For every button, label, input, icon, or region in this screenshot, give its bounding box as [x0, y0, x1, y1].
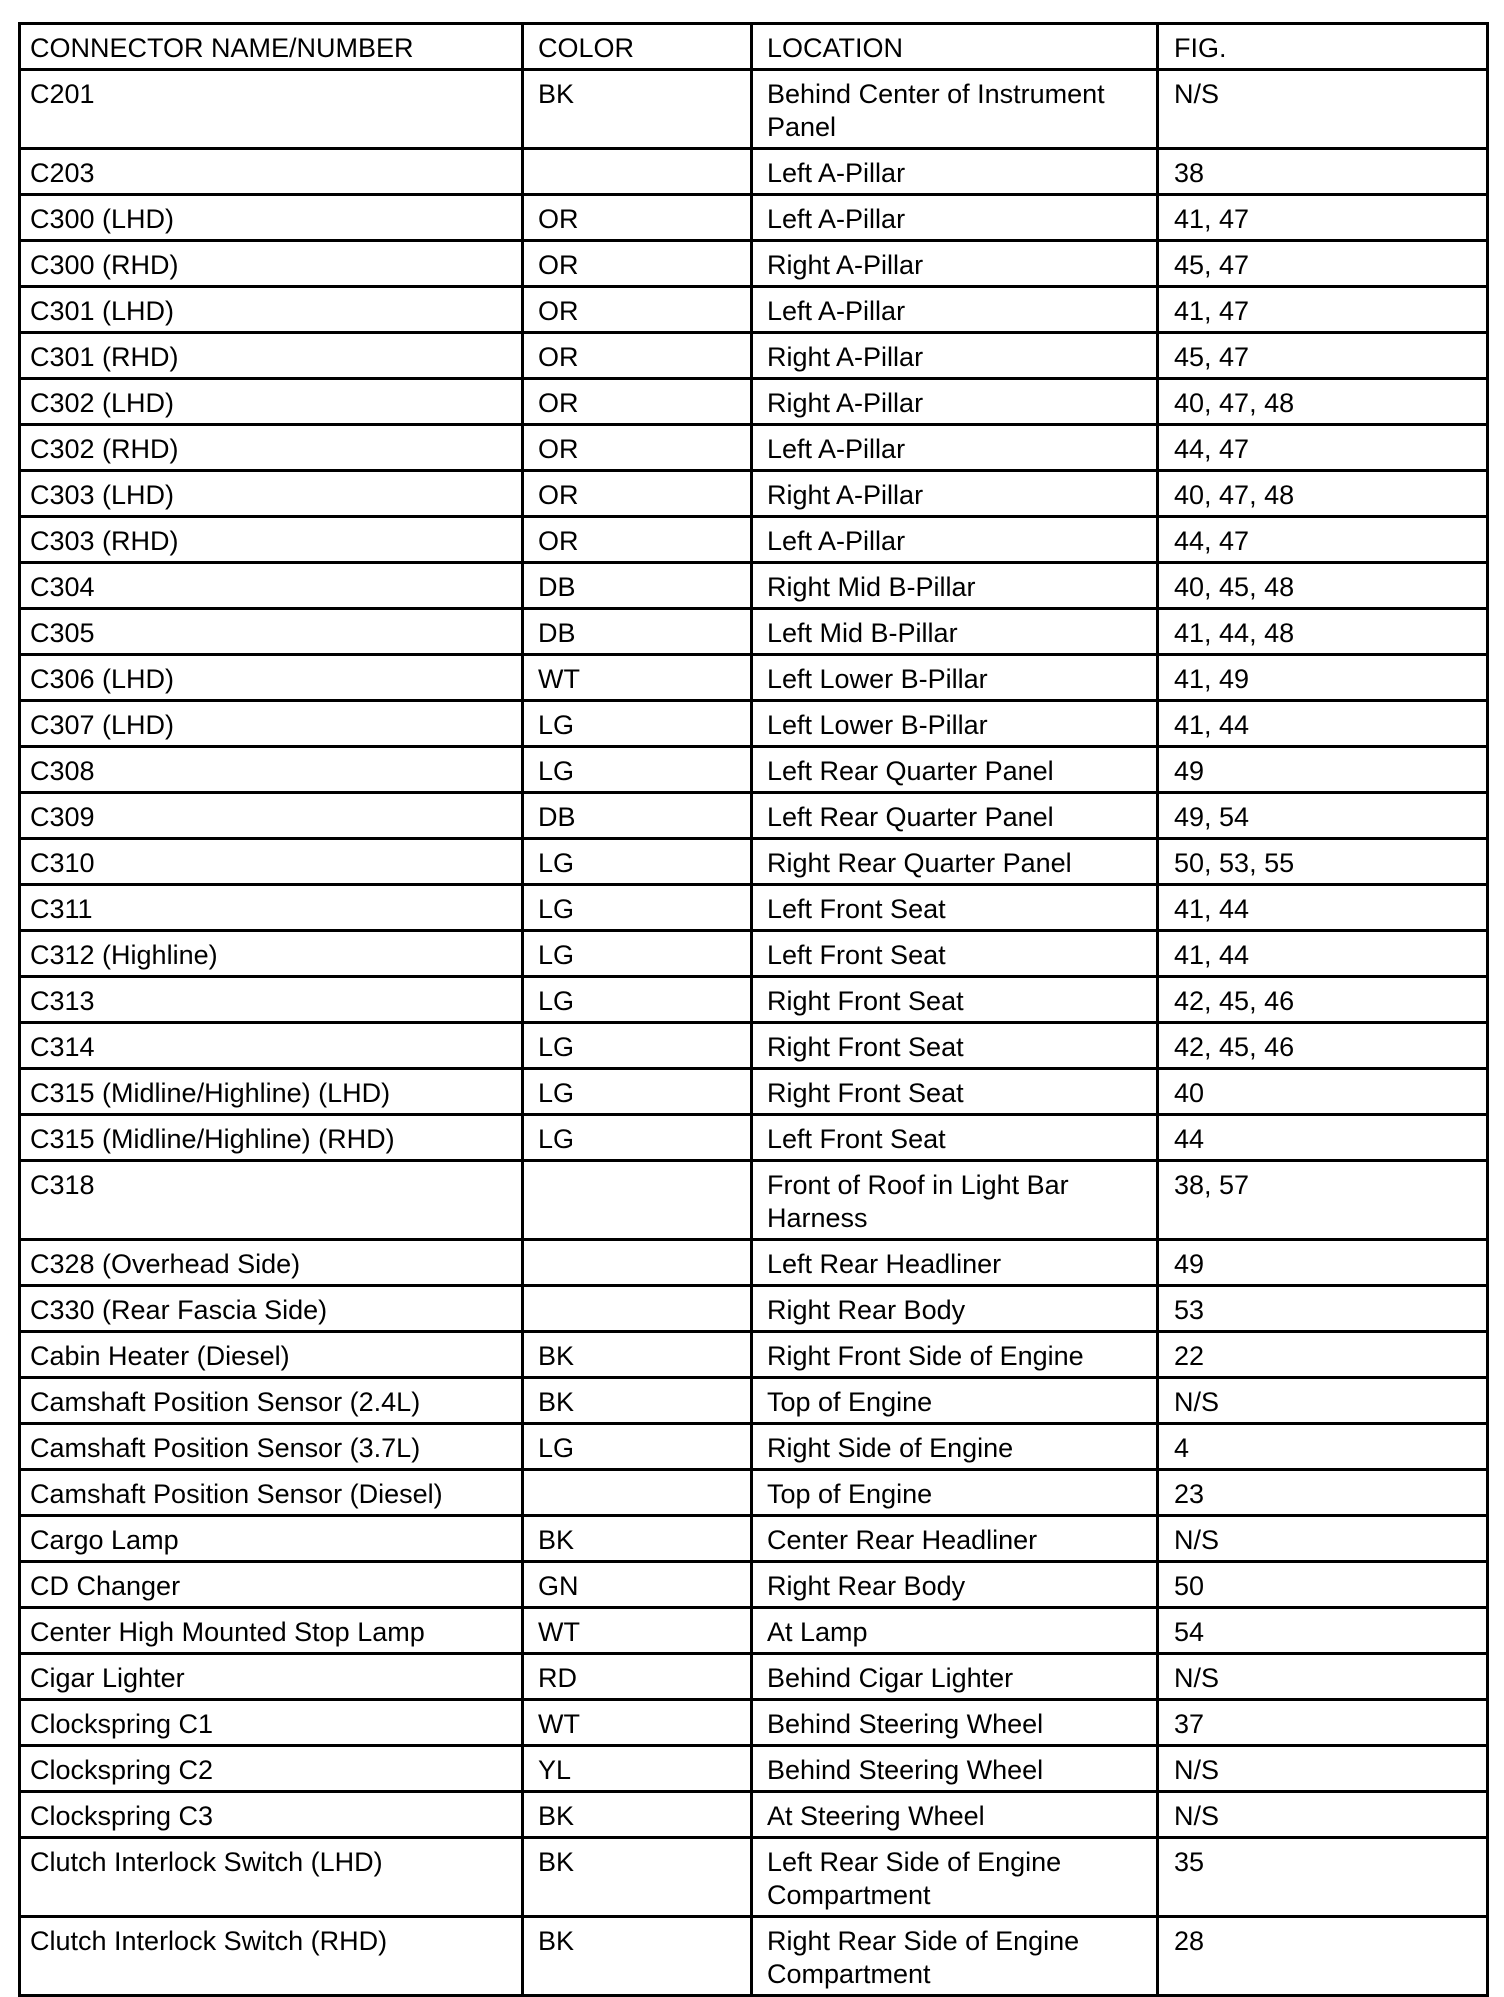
color-cell: LG	[523, 1023, 752, 1069]
color-cell	[523, 1286, 752, 1332]
fig-cell: 50	[1158, 1562, 1488, 1608]
table-row	[20, 70, 1488, 149]
location-cell: Behind Center of Instrument Panel	[752, 70, 1158, 149]
connector-cell: Cabin Heater (Diesel)	[20, 1332, 523, 1378]
color-cell: OR	[523, 287, 752, 333]
connector-cell: C306 (LHD)	[20, 655, 523, 701]
color-cell: OR	[523, 471, 752, 517]
connector-cell: Clutch Interlock Switch (RHD)	[20, 1917, 523, 1996]
fig-cell: 40, 45, 48	[1158, 563, 1488, 609]
location-cell: Right A-Pillar	[752, 379, 1158, 425]
color-cell: LG	[523, 701, 752, 747]
fig-cell: 40, 47, 48	[1158, 471, 1488, 517]
table-row	[20, 747, 1488, 793]
connector-cell: C300 (LHD)	[20, 195, 523, 241]
connector-cell: C302 (LHD)	[20, 379, 523, 425]
table-row	[20, 1161, 1488, 1240]
color-cell: OR	[523, 195, 752, 241]
header-row	[20, 24, 1488, 70]
fig-cell: 23	[1158, 1470, 1488, 1516]
fig-cell: N/S	[1158, 1378, 1488, 1424]
location-cell: Left Rear Headliner	[752, 1240, 1158, 1286]
color-cell: LG	[523, 977, 752, 1023]
fig-cell: 44, 47	[1158, 425, 1488, 471]
fig-cell: 41, 47	[1158, 287, 1488, 333]
location-cell: At Lamp	[752, 1608, 1158, 1654]
connector-cell: C330 (Rear Fascia Side)	[20, 1286, 523, 1332]
connector-cell: C312 (Highline)	[20, 931, 523, 977]
fig-cell: 49	[1158, 1240, 1488, 1286]
connector-cell: Clutch Interlock Switch (LHD)	[20, 1838, 523, 1917]
connector-cell: C301 (LHD)	[20, 287, 523, 333]
connector-cell: C311	[20, 885, 523, 931]
table-row	[20, 241, 1488, 287]
connector-cell: C318	[20, 1161, 523, 1240]
fig-cell: 40, 47, 48	[1158, 379, 1488, 425]
location-cell: Left Rear Side of Engine Compartment	[752, 1838, 1158, 1917]
connector-cell: C315 (Midline/Highline) (RHD)	[20, 1115, 523, 1161]
table-row	[20, 425, 1488, 471]
color-cell	[523, 1240, 752, 1286]
connector-cell: C203	[20, 149, 523, 195]
location-cell: Left Front Seat	[752, 931, 1158, 977]
table-row	[20, 793, 1488, 839]
location-cell: Right A-Pillar	[752, 471, 1158, 517]
location-cell: Right Front Seat	[752, 977, 1158, 1023]
table-row	[20, 655, 1488, 701]
table-row	[20, 701, 1488, 747]
fig-cell: 37	[1158, 1700, 1488, 1746]
location-cell: Front of Roof in Light Bar Harness	[752, 1161, 1158, 1240]
color-cell: DB	[523, 609, 752, 655]
table-row	[20, 839, 1488, 885]
connector-cell: Clockspring C3	[20, 1792, 523, 1838]
fig-cell: 38, 57	[1158, 1161, 1488, 1240]
table-row	[20, 1838, 1488, 1917]
fig-cell: 41, 44	[1158, 701, 1488, 747]
connector-cell: Camshaft Position Sensor (2.4L)	[20, 1378, 523, 1424]
header-location: LOCATION	[752, 24, 1158, 70]
table-row	[20, 609, 1488, 655]
connector-cell: C300 (RHD)	[20, 241, 523, 287]
table-row	[20, 149, 1488, 195]
connector-location-table	[18, 22, 1489, 1997]
table-row	[20, 1470, 1488, 1516]
connector-cell: C302 (RHD)	[20, 425, 523, 471]
color-cell	[523, 149, 752, 195]
table-row	[20, 1654, 1488, 1700]
table-row	[20, 563, 1488, 609]
location-cell: Left Mid B-Pillar	[752, 609, 1158, 655]
location-cell: Left Front Seat	[752, 1115, 1158, 1161]
location-cell: Behind Steering Wheel	[752, 1746, 1158, 1792]
connector-cell: Cargo Lamp	[20, 1516, 523, 1562]
fig-cell: N/S	[1158, 1654, 1488, 1700]
fig-cell: 42, 45, 46	[1158, 1023, 1488, 1069]
color-cell: LG	[523, 1424, 752, 1470]
color-cell: DB	[523, 563, 752, 609]
connector-cell: C308	[20, 747, 523, 793]
color-cell: BK	[523, 70, 752, 149]
fig-cell: 22	[1158, 1332, 1488, 1378]
table-row	[20, 1516, 1488, 1562]
location-cell: Left A-Pillar	[752, 517, 1158, 563]
table-row	[20, 1562, 1488, 1608]
table-row	[20, 1608, 1488, 1654]
color-cell: OR	[523, 517, 752, 563]
connector-cell: Center High Mounted Stop Lamp	[20, 1608, 523, 1654]
location-cell: Right Front Side of Engine	[752, 1332, 1158, 1378]
location-cell: At Steering Wheel	[752, 1792, 1158, 1838]
fig-cell: 44	[1158, 1115, 1488, 1161]
location-cell: Right A-Pillar	[752, 241, 1158, 287]
table-row	[20, 379, 1488, 425]
fig-cell: 50, 53, 55	[1158, 839, 1488, 885]
fig-cell: 41, 44	[1158, 931, 1488, 977]
table-row	[20, 1115, 1488, 1161]
location-cell: Center Rear Headliner	[752, 1516, 1158, 1562]
fig-cell: 49, 54	[1158, 793, 1488, 839]
color-cell	[523, 1161, 752, 1240]
table-row	[20, 931, 1488, 977]
color-cell: BK	[523, 1516, 752, 1562]
color-cell: LG	[523, 931, 752, 977]
fig-cell: 45, 47	[1158, 333, 1488, 379]
color-cell: DB	[523, 793, 752, 839]
fig-cell: 53	[1158, 1286, 1488, 1332]
fig-cell: 41, 44	[1158, 885, 1488, 931]
location-cell: Left Lower B-Pillar	[752, 701, 1158, 747]
color-cell: LG	[523, 885, 752, 931]
location-cell: Left A-Pillar	[752, 149, 1158, 195]
connector-cell: C201	[20, 70, 523, 149]
fig-cell: 44, 47	[1158, 517, 1488, 563]
connector-cell: C305	[20, 609, 523, 655]
location-cell: Behind Cigar Lighter	[752, 1654, 1158, 1700]
color-cell: BK	[523, 1917, 752, 1996]
table-row	[20, 1700, 1488, 1746]
location-cell: Top of Engine	[752, 1378, 1158, 1424]
table-row	[20, 1746, 1488, 1792]
fig-cell: 41, 49	[1158, 655, 1488, 701]
fig-cell: 38	[1158, 149, 1488, 195]
fig-cell: 42, 45, 46	[1158, 977, 1488, 1023]
location-cell: Right Rear Body	[752, 1286, 1158, 1332]
location-cell: Right Side of Engine	[752, 1424, 1158, 1470]
connector-cell: C328 (Overhead Side)	[20, 1240, 523, 1286]
table-row	[20, 977, 1488, 1023]
location-cell: Right Rear Quarter Panel	[752, 839, 1158, 885]
fig-cell: 35	[1158, 1838, 1488, 1917]
table-row	[20, 1792, 1488, 1838]
connector-cell: C309	[20, 793, 523, 839]
color-cell: WT	[523, 655, 752, 701]
location-cell: Left Rear Quarter Panel	[752, 747, 1158, 793]
header-fig: FIG.	[1158, 24, 1488, 70]
color-cell: YL	[523, 1746, 752, 1792]
location-cell: Left Rear Quarter Panel	[752, 793, 1158, 839]
connector-cell: Camshaft Position Sensor (Diesel)	[20, 1470, 523, 1516]
location-cell: Right A-Pillar	[752, 333, 1158, 379]
fig-cell: 41, 47	[1158, 195, 1488, 241]
fig-cell: 28	[1158, 1917, 1488, 1996]
color-cell: LG	[523, 1069, 752, 1115]
color-cell: OR	[523, 333, 752, 379]
color-cell: OR	[523, 241, 752, 287]
color-cell: WT	[523, 1608, 752, 1654]
header-connector: CONNECTOR NAME/NUMBER	[20, 24, 523, 70]
header-color: COLOR	[523, 24, 752, 70]
location-cell: Right Front Seat	[752, 1069, 1158, 1115]
location-cell: Behind Steering Wheel	[752, 1700, 1158, 1746]
connector-cell: Clockspring C1	[20, 1700, 523, 1746]
table-row	[20, 287, 1488, 333]
connector-cell: C314	[20, 1023, 523, 1069]
fig-cell: N/S	[1158, 1792, 1488, 1838]
connector-cell: C304	[20, 563, 523, 609]
table-row	[20, 1424, 1488, 1470]
connector-cell: Cigar Lighter	[20, 1654, 523, 1700]
color-cell: BK	[523, 1792, 752, 1838]
color-cell: BK	[523, 1332, 752, 1378]
color-cell	[523, 1470, 752, 1516]
location-cell: Right Front Seat	[752, 1023, 1158, 1069]
color-cell: GN	[523, 1562, 752, 1608]
table-row	[20, 1332, 1488, 1378]
table-row	[20, 885, 1488, 931]
table-row	[20, 1286, 1488, 1332]
fig-cell: 45, 47	[1158, 241, 1488, 287]
fig-cell: N/S	[1158, 70, 1488, 149]
table-row	[20, 1023, 1488, 1069]
location-cell: Right Mid B-Pillar	[752, 563, 1158, 609]
color-cell: LG	[523, 1115, 752, 1161]
fig-cell: 54	[1158, 1608, 1488, 1654]
connector-cell: C303 (LHD)	[20, 471, 523, 517]
connector-cell: C313	[20, 977, 523, 1023]
fig-cell: N/S	[1158, 1746, 1488, 1792]
fig-cell: 4	[1158, 1424, 1488, 1470]
table-row	[20, 1069, 1488, 1115]
connector-cell: C307 (LHD)	[20, 701, 523, 747]
color-cell: OR	[523, 379, 752, 425]
table-row	[20, 1917, 1488, 1996]
location-cell: Right Rear Side of Engine Compartment	[752, 1917, 1158, 1996]
connector-cell: CD Changer	[20, 1562, 523, 1608]
table-row	[20, 1378, 1488, 1424]
color-cell: LG	[523, 747, 752, 793]
location-cell: Left A-Pillar	[752, 287, 1158, 333]
location-cell: Left Front Seat	[752, 885, 1158, 931]
fig-cell: 41, 44, 48	[1158, 609, 1488, 655]
connector-cell: Camshaft Position Sensor (3.7L)	[20, 1424, 523, 1470]
connector-cell: C315 (Midline/Highline) (LHD)	[20, 1069, 523, 1115]
table-row	[20, 195, 1488, 241]
color-cell: LG	[523, 839, 752, 885]
connector-cell: C301 (RHD)	[20, 333, 523, 379]
color-cell: OR	[523, 425, 752, 471]
location-cell: Left A-Pillar	[752, 425, 1158, 471]
color-cell: BK	[523, 1838, 752, 1917]
table-row	[20, 1240, 1488, 1286]
table-row	[20, 471, 1488, 517]
fig-cell: N/S	[1158, 1516, 1488, 1562]
connector-cell: Clockspring C2	[20, 1746, 523, 1792]
connector-cell: C310	[20, 839, 523, 885]
fig-cell: 49	[1158, 747, 1488, 793]
fig-cell: 40	[1158, 1069, 1488, 1115]
table-row	[20, 333, 1488, 379]
location-cell: Left Lower B-Pillar	[752, 655, 1158, 701]
location-cell: Right Rear Body	[752, 1562, 1158, 1608]
color-cell: WT	[523, 1700, 752, 1746]
location-cell: Left A-Pillar	[752, 195, 1158, 241]
color-cell: BK	[523, 1378, 752, 1424]
table-row	[20, 517, 1488, 563]
location-cell: Top of Engine	[752, 1470, 1158, 1516]
connector-cell: C303 (RHD)	[20, 517, 523, 563]
color-cell: RD	[523, 1654, 752, 1700]
